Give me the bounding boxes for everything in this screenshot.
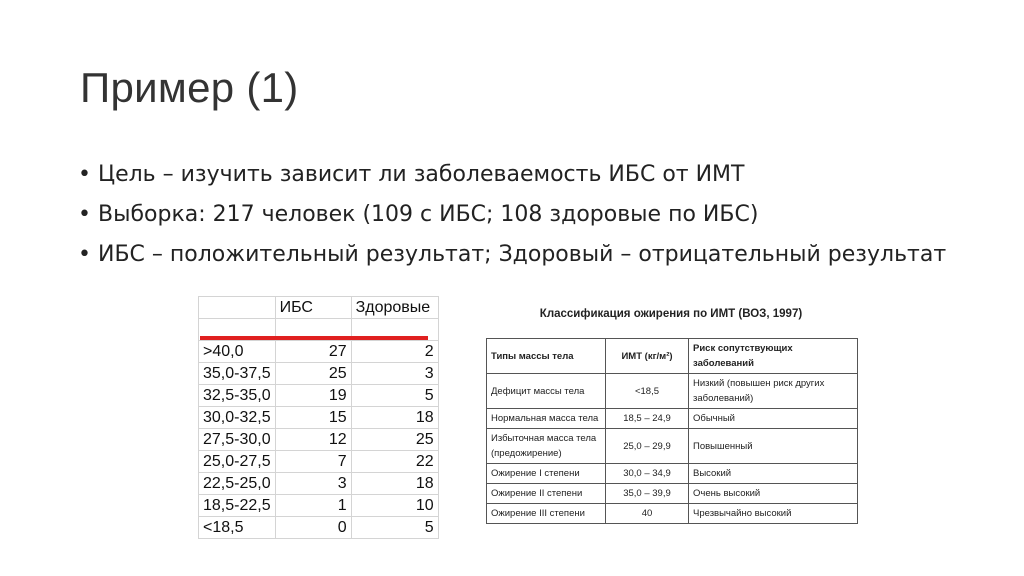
bmi-range-cell: 22,5-25,0 [199,473,276,495]
bullet-list [78,155,1018,275]
risk-cell: Чрезвычайно высокий [689,504,858,524]
table-row [199,407,439,429]
who-classification-table [486,338,858,524]
bmi-range-cell: 27,5-30,0 [199,429,276,451]
bmi-range-cell: >40,0 [199,341,276,363]
healthy-count-cell: 3 [351,363,438,385]
body-type-cell: Ожирение III степени [487,504,606,524]
ihd-count-cell: 1 [275,495,351,517]
bmi-value-cell: 40 [606,504,689,524]
bmi-ihd-table [198,296,439,539]
table-row [487,504,858,524]
healthy-count-cell: 22 [351,451,438,473]
ihd-count-cell: 27 [275,341,351,363]
table-row [487,484,858,504]
bmi-value-cell: <18,5 [606,374,689,409]
table-row [199,429,439,451]
header-cell-healthy: Здоровые [351,297,438,319]
ihd-count-cell: 3 [275,473,351,495]
table-row [487,409,858,429]
risk-cell: Низкий (повышен риск других заболеваний) [689,374,858,409]
body-type-cell: Избыточная масса тела (предожирение) [487,429,606,464]
ihd-count-cell: 15 [275,407,351,429]
table-header-row [199,297,439,319]
who-classification-title: Классификация ожирения по ИМТ (ВОЗ, 1997) [539,308,803,320]
table-row [487,429,858,464]
table-row [199,341,439,363]
bullet-text: Выборка: 217 человек (109 с ИБС; 108 здоровые по ИБС) [98,202,759,227]
healthy-count-cell: 2 [351,341,438,363]
bmi-range-cell: 18,5-22,5 [199,495,276,517]
table-row [199,495,439,517]
table-row [487,464,858,484]
ihd-count-cell: 0 [275,517,351,539]
header-cell-ihd: ИБС [275,297,351,319]
healthy-count-cell: 5 [351,517,438,539]
bmi-range-cell: <18,5 [199,517,276,539]
header-cell-bmi: ИМТ (кг/м²) [606,339,689,374]
ihd-count-cell: 25 [275,363,351,385]
table-row [487,374,858,409]
healthy-count-cell: 18 [351,473,438,495]
bmi-range-cell: 30,0-32,5 [199,407,276,429]
table-row [199,363,439,385]
table-row [199,451,439,473]
ihd-count-cell: 12 [275,429,351,451]
bmi-value-cell: 35,0 – 39,9 [606,484,689,504]
bmi-value-cell: 25,0 – 29,9 [606,429,689,464]
ihd-count-cell: 19 [275,385,351,407]
body-type-cell: Нормальная масса тела [487,409,606,429]
slide-title: Пример (1) [80,64,299,111]
ihd-count-cell: 7 [275,451,351,473]
table-row [199,473,439,495]
bullet-text: Цель – изучить зависит ли заболеваемость ИБС от ИМТ [98,162,745,187]
bullet-glyph: • [78,242,91,267]
bmi-value-cell: 18,5 – 24,9 [606,409,689,429]
healthy-count-cell: 5 [351,385,438,407]
bullet-text: ИБС – положительный результат; Здоровый – отрицательный результат [98,242,947,267]
bullet-item [78,235,1018,275]
header-cell-type: Типы массы тела [487,339,606,374]
header-cell [199,297,276,319]
red-underline-marker [200,336,428,340]
bullet-glyph: • [78,162,91,187]
body-type-cell: Ожирение II степени [487,484,606,504]
bmi-value-cell: 30,0 – 34,9 [606,464,689,484]
table-header-row [487,339,858,374]
risk-cell: Обычный [689,409,858,429]
healthy-count-cell: 18 [351,407,438,429]
bullet-item [78,195,1018,235]
risk-cell: Высокий [689,464,858,484]
body-type-cell: Дефицит массы тела [487,374,606,409]
bmi-range-cell: 35,0-37,5 [199,363,276,385]
table-row [199,517,439,539]
risk-cell: Очень высокий [689,484,858,504]
healthy-count-cell: 10 [351,495,438,517]
bmi-range-cell: 32,5-35,0 [199,385,276,407]
body-type-cell: Ожирение I степени [487,464,606,484]
risk-cell: Повышенный [689,429,858,464]
table-row [199,385,439,407]
bullet-item [78,155,1018,195]
healthy-count-cell: 25 [351,429,438,451]
header-cell-risk: Риск сопутствующих заболеваний [689,339,858,374]
bullet-glyph: • [78,202,91,227]
bmi-range-cell: 25,0-27,5 [199,451,276,473]
